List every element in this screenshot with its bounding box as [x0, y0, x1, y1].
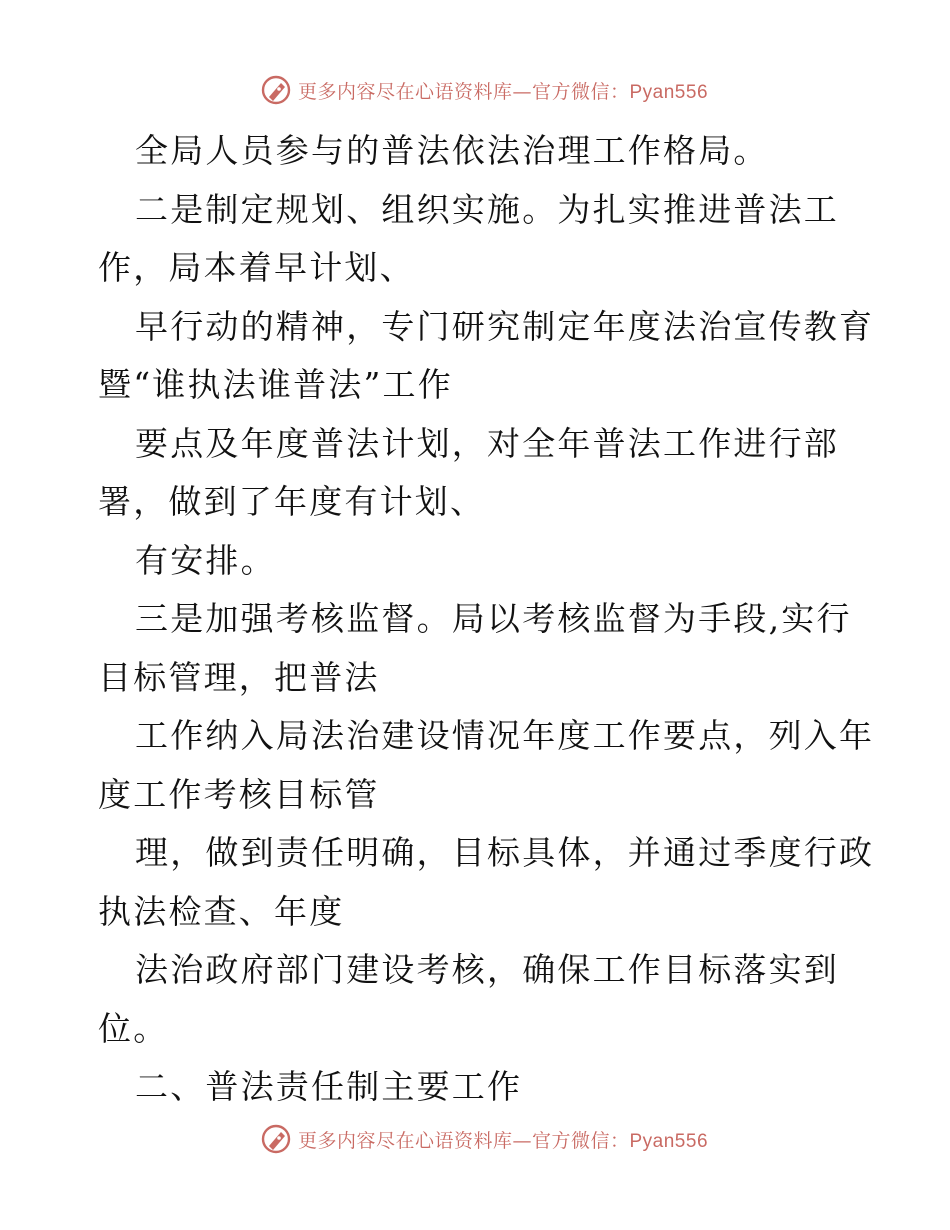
text-line: 理，做到责任明确，目标具体，并通过季度行政: [135, 833, 875, 872]
watermark-separator: —: [512, 80, 532, 103]
watermark-contact-label: 官方微信：: [531, 1129, 630, 1152]
watermark-contact-id: Pyan556: [629, 1130, 709, 1152]
pen-nib-logo-icon: [260, 1123, 292, 1155]
section-heading: 二、普法责任制主要工作: [135, 1067, 523, 1106]
text-line: 三是加强考核监督。局以考核监督为手段,实行: [135, 599, 852, 638]
text-line: 度工作考核目标管: [98, 774, 380, 814]
text-line: 有安排。: [135, 540, 276, 580]
watermark-text: [298, 77, 708, 104]
text-line: 执法检查、年度: [98, 891, 345, 931]
text-line: 署，做到了年度有计划、: [98, 482, 486, 521]
text-line: 工作纳入局法治建设情况年度工作要点，列入年: [135, 716, 875, 755]
watermark-brand: 更多内容尽在心语资料库: [297, 80, 513, 103]
watermark-text: [298, 1126, 708, 1153]
text-line: 全局人员参与的普法依法治理工作格局。: [135, 131, 769, 170]
pen-nib-logo-icon: [260, 74, 292, 106]
watermark-contact-id: Pyan556: [629, 81, 709, 103]
text-line: 暨“谁执法谁普法”工作: [98, 365, 453, 404]
header-watermark: [0, 70, 950, 110]
footer-watermark: [0, 1119, 950, 1159]
text-line: 位。: [98, 1008, 169, 1048]
watermark-brand: 更多内容尽在心语资料库: [297, 1129, 513, 1152]
watermark-contact-label: 官方微信：: [531, 80, 630, 103]
text-line: 法治政府部门建设考核，确保工作目标落实到: [135, 950, 839, 989]
text-line: 二是制定规划、组织实施。为扎实推进普法工: [135, 189, 839, 229]
document-body: [98, 122, 875, 1117]
watermark-separator: —: [512, 1129, 532, 1152]
watermark-group: [260, 1123, 708, 1155]
text-line: 目标管理，把普法: [98, 657, 380, 697]
watermark-group: [260, 74, 708, 106]
text-line: 早行动的精神，专门研究制定年度法治宣传教育: [135, 306, 875, 346]
text-line: 要点及年度普法计划，对全年普法工作进行部: [135, 423, 839, 463]
text-line: 作，局本着早计划、: [98, 248, 415, 287]
